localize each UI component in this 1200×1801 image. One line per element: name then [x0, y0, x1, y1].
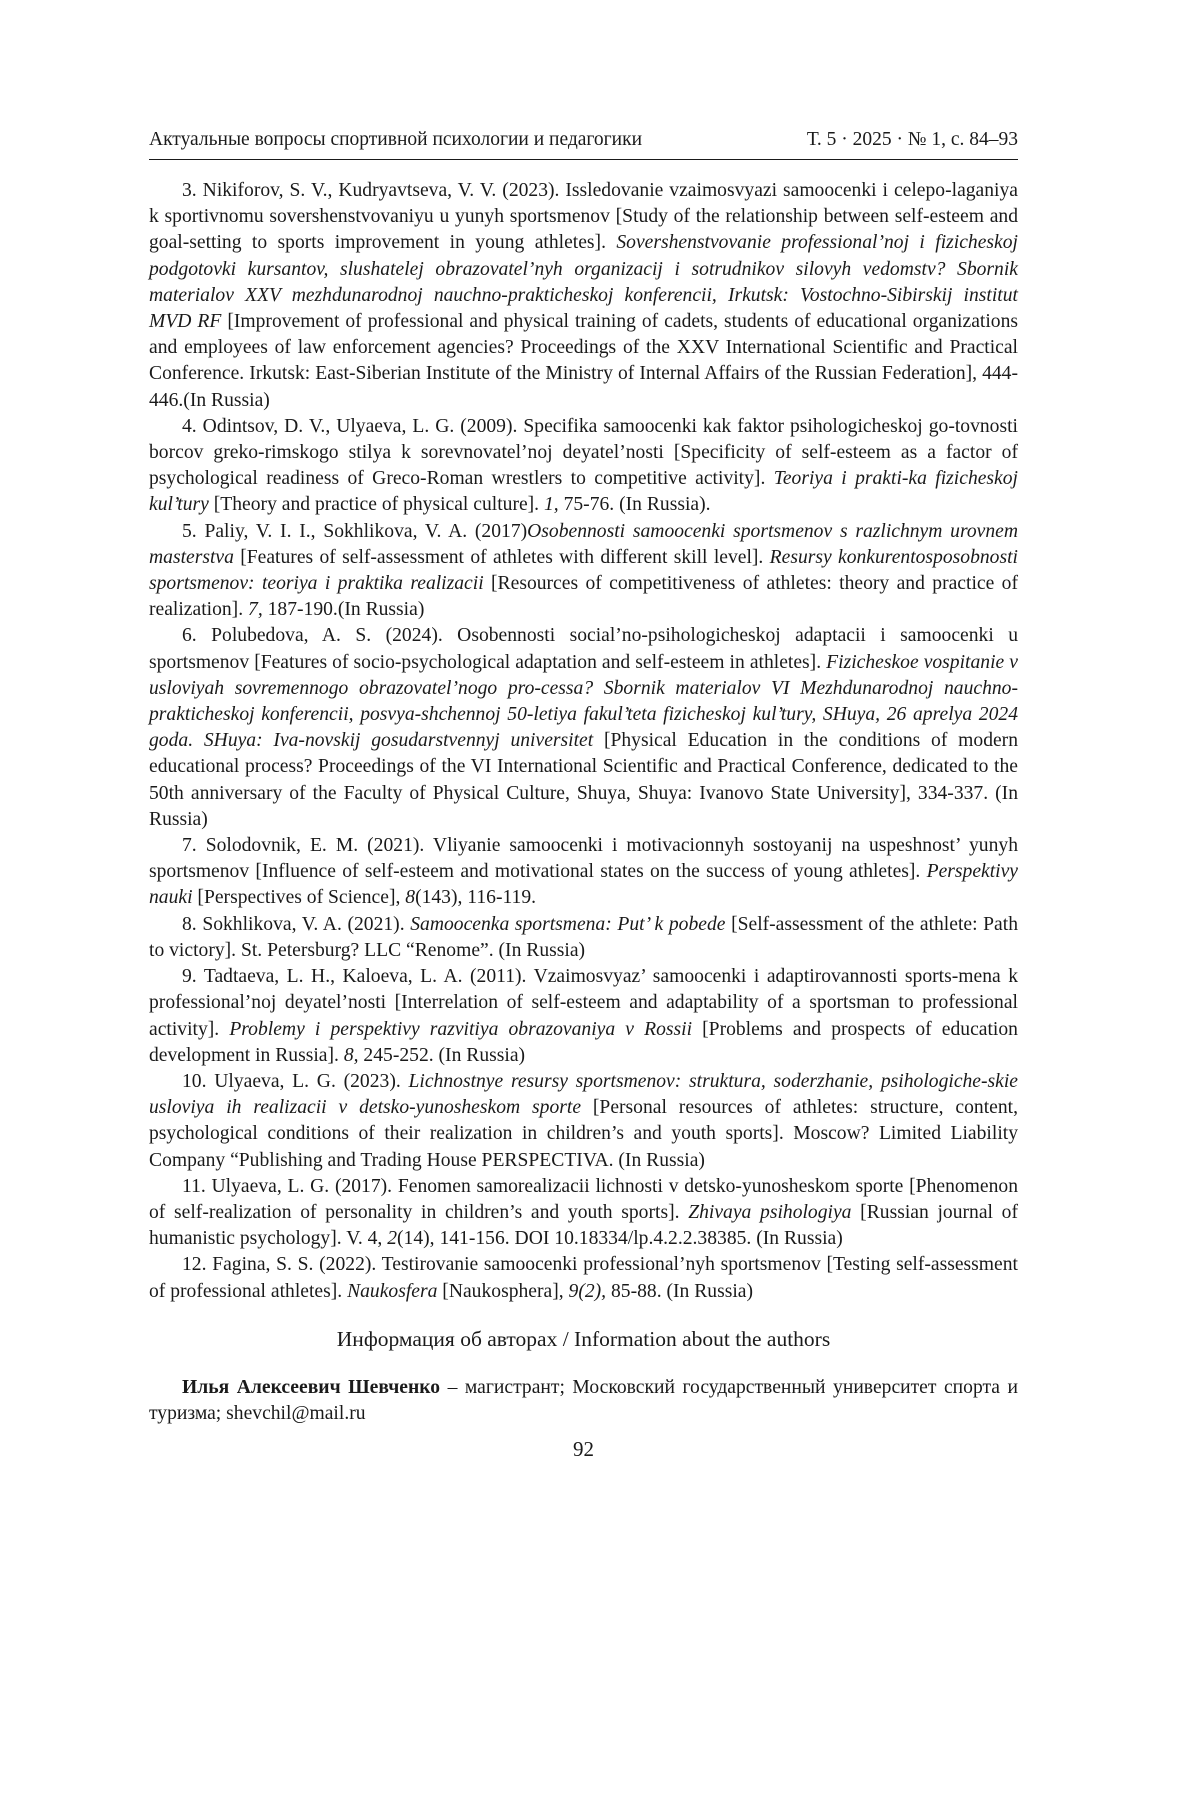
reference-text: 85-88. (In Russia) [606, 1280, 754, 1302]
author-info [149, 1375, 1018, 1427]
reference-text: 3. Nikiforov, S. V., Kudryavtseva, V. V. (2023). Issledovanie vzaimosvyazi samoocenki i celepo-laganiya k sportivnomu sovershenstvovaniyu u yunyh sportsmenov [Study of the relationship between self-esteem and goal-setting to sports improvement in young athletes]. [149, 180, 1018, 254]
reference-text: [Self-assessment of the athlete: Path to victory]. St. Petersburg? LLC “Renome”. (In Russia) [149, 913, 1018, 961]
reference-text: 187-190.(In Russia) [262, 599, 425, 621]
reference-italic-text: Zhivaya psihologiya [688, 1201, 852, 1223]
reference-text: 8. Sokhlikova, V. A. (2021). [182, 913, 411, 935]
reference-text: [Resources of competitiveness of athletes: theory and practice of realization]. [149, 573, 1018, 621]
author-name: Илья Алексеевич Шевченко [182, 1376, 441, 1398]
reference-item [149, 964, 1018, 1069]
reference-item [149, 1174, 1018, 1253]
running-header [149, 128, 1018, 160]
reference-item [149, 178, 1018, 414]
reference-text: (143), 116-119. [415, 887, 537, 909]
reference-text: [Improvement of professional and physical training of cadets, students of educational organizations and employees of law enforcement agencies? Proceedings of the XXV International Scientific and Practical Conference. Irkutsk: East-Siberian Institute of the Ministry of Internal Affairs of the Russian Federation], 444-446.(In Russia) [149, 311, 1018, 411]
reference-text: 75-76. (In Russia). [558, 494, 711, 516]
reference-text: 11. Ulyaeva, L. G. (2017). Fenomen samorealizacii lichnosti v detsko-yunosheskom sporte [Phenomenon of self-realization of personality in children’s and youth sports]. [149, 1175, 1018, 1223]
reference-text: [Problems and prospects of education development in Russia]. [149, 1018, 1018, 1066]
reference-italic-text: 8 [405, 887, 416, 909]
reference-list [149, 178, 1018, 1305]
reference-item [149, 623, 1018, 833]
reference-text: 9. Tadtaeva, L. H., Kaloeva, L. A. (2011). Vzaimosvyaz’ samoocenki i adaptirovannosti sports-mena k professional’noj deyatel’nosti [Interrelation of self-esteem and adaptability of a sportsman to professional activity]. [149, 966, 1018, 1040]
reference-italic-text: 2 [387, 1228, 398, 1250]
reference-item [149, 414, 1018, 519]
reference-item [149, 1069, 1018, 1174]
reference-italic-text: Osobennosti samoocenki sportsmenov s razlichnym urovnem masterstva [149, 520, 1018, 568]
reference-italic-text: 7, [248, 599, 263, 621]
reference-text: [Perspectives of Science], [192, 887, 406, 909]
page-number: 92 [573, 1437, 594, 1462]
journal-page [149, 128, 1018, 1462]
reference-text: 4. Odintsov, D. V., Ulyaeva, L. G. (2009). Specifika samoocenki kak faktor psihologicheskoj go-tovnosti borcov greko-rimskogo stilya k sorevnovatel’noj deyatel’nosti [Specificity of self-esteem as a factor of psychological readiness of Greco-Roman wrestlers to competitive activity]. [149, 415, 1018, 490]
reference-text: 12. Fagina, S. S. (2022). Testirovanie samoocenki professional’nyh sportsmenov [Testing self-assessment of professional athletes]. [149, 1254, 1018, 1302]
reference-italic-text: 9(2), [568, 1280, 607, 1302]
reference-italic-text: Samoocenka sportsmena: Put’ k pobede [410, 913, 726, 935]
reference-text: [Features of self-assessment of athletes with different skill level]. [233, 546, 770, 568]
reference-italic-text: Fizicheskoe vospitanie v usloviyah sovremennogo obrazovatel’nogo pro-cessa? Sbornik materialov VI Mezhdunarodnoj nauchno-prakticheskoj konferencii, posvya-shchennoj 50-letiya fakul’teta fizicheskoj kul’tury, SHuya, 26 aprelya 2024 goda. SHuya: Iva-novskij gosudarstvennyj universitet [149, 651, 1018, 752]
reference-italic-text: Lichnostnye resursy sportsmenov: struktura, soderzhanie, psihologiche-skie usloviya ih realizacii v detsko-yunosheskom sporte [149, 1070, 1018, 1119]
reference-text: [Russian journal of humanistic psychology]. V. 4, [149, 1201, 1018, 1250]
reference-text: 6. Polubedova, A. S. (2024). Osobennosti social’no-psihologicheskoj adaptacii i samoocenki u sportsmenov [Features of socio-psychological adaptation and self-esteem in athletes]. [149, 625, 1018, 673]
reference-italic-text: 1, [543, 494, 559, 516]
journal-title: Актуальные вопросы спортивной психологии и педагогики [149, 129, 643, 150]
reference-italic-text: 8, [343, 1044, 359, 1066]
reference-item [149, 833, 1018, 912]
reference-italic-text: Naukosfera [347, 1280, 438, 1302]
reference-italic-text: Perspektivy nauki [149, 861, 1018, 909]
reference-text: [Personal resources of athletes: structure, content, psychological conditions of their realization in children’s and youth sports]. Moscow? Limited Liability Company “Publishing and Trading House PERSPECTIVA. (In Russia) [149, 1097, 1018, 1171]
reference-text: 245-252. (In Russia) [358, 1044, 526, 1066]
reference-text: 5. Paliy, V. I. I., Sokhlikova, V. A. (2017) [182, 520, 528, 542]
reference-text: 7. Solodovnik, E. M. (2021). Vliyanie samoocenki i motivacionnyh sostoyanij na uspeshnost’ yunyh sportsmenov [Influence of self-esteem and motivational states on the success of young athletes]. [149, 835, 1018, 883]
reference-text: (14), 141-156. DOI 10.18334/lp.4.2.2.38385. (In Russia) [397, 1228, 843, 1250]
reference-text: [Physical Education in the conditions of modern educational process? Proceedings of the VI International Scientific and Practical Conference, dedicated to the 50th anniversary of the Faculty of Physical Culture, Shuya, Shuya: Ivanovo State University], 334-337. (In Russia) [149, 730, 1019, 830]
author-details: – магистрант; Московский государственный университет спорта и туризма; shevchil@mail.ru [149, 1376, 1019, 1424]
reference-italic-text: Problemy i perspektivy razvitiya obrazovaniya v Rossii [229, 1018, 693, 1040]
reference-text: 10. Ulyaeva, L. G. (2023). [182, 1070, 409, 1092]
reference-text: [Theory and practice of physical culture]. [208, 494, 544, 516]
reference-italic-text: Teoriya i prakti-ka fizicheskoj kul’tury [149, 468, 1018, 516]
reference-item [149, 519, 1018, 624]
reference-italic-text: Sovershenstvovanie professional’noj i fizicheskoj podgotovki kursantov, slushatelej obrazovatel’nyh organizacij i sotrudnikov silovyh vedomstv? Sbornik materialov XXV mezhdunarodnoj nauchno-prakticheskoj konferencii, Irkutsk: Vostochno-Sibirskij institut MVD RF [149, 232, 1018, 333]
reference-item [149, 912, 1018, 964]
reference-item [149, 1252, 1018, 1304]
reference-text: [Naukosphera], [437, 1280, 569, 1302]
reference-italic-text: Resursy konkurentosposobnosti sportsmenov: teoriya i praktika realizacii [149, 546, 1018, 595]
issue-info: Т. 5 · 2025 · № 1, с. 84–93 [806, 129, 1018, 150]
authors-section-title: Информация об авторах / Information about the authors [336, 1326, 831, 1351]
